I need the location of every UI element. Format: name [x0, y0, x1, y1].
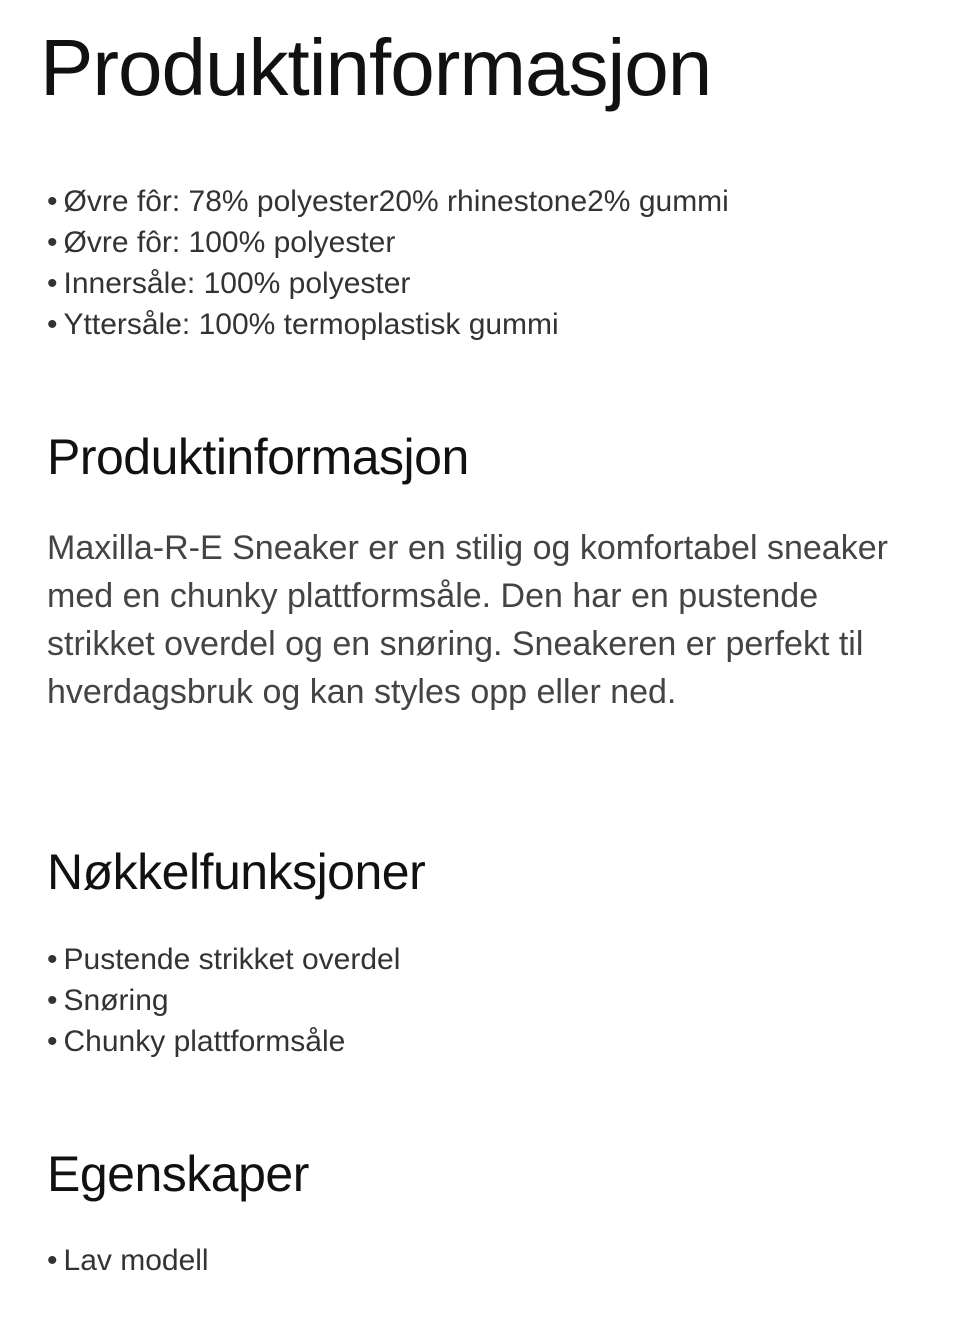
info-heading: Produktinformasjon: [47, 429, 469, 485]
list-item: • Chunky plattformsåle: [47, 1021, 400, 1062]
list-item: • Pustende strikket overdel: [47, 939, 400, 980]
list-item: • Øvre fôr: 100% polyester: [47, 222, 729, 263]
features-heading: Nøkkelfunksjoner: [47, 844, 426, 900]
list-item: • Innersåle: 100% polyester: [47, 263, 729, 304]
list-item: • Yttersåle: 100% termoplastisk gummi: [47, 304, 729, 345]
properties-list: [47, 1240, 209, 1281]
properties-heading: Egenskaper: [47, 1146, 309, 1202]
page-title: Produktinformasjon: [40, 23, 712, 112]
list-item: • Lav modell: [47, 1240, 209, 1281]
features-list: [47, 939, 400, 1062]
list-item: • Øvre fôr: 78% polyester20% rhinestone2% gummi: [47, 181, 729, 222]
materials-list: [47, 181, 729, 345]
list-item: • Snøring: [47, 980, 400, 1021]
info-text: Maxilla-R-E Sneaker er en stilig og komfortabel sneaker med en chunky plattformsåle. Den har en pustende strikket overdel og en snøring. Sneakeren er perfekt til hverdagsbruk og kan styles opp eller ned.: [47, 529, 888, 711]
